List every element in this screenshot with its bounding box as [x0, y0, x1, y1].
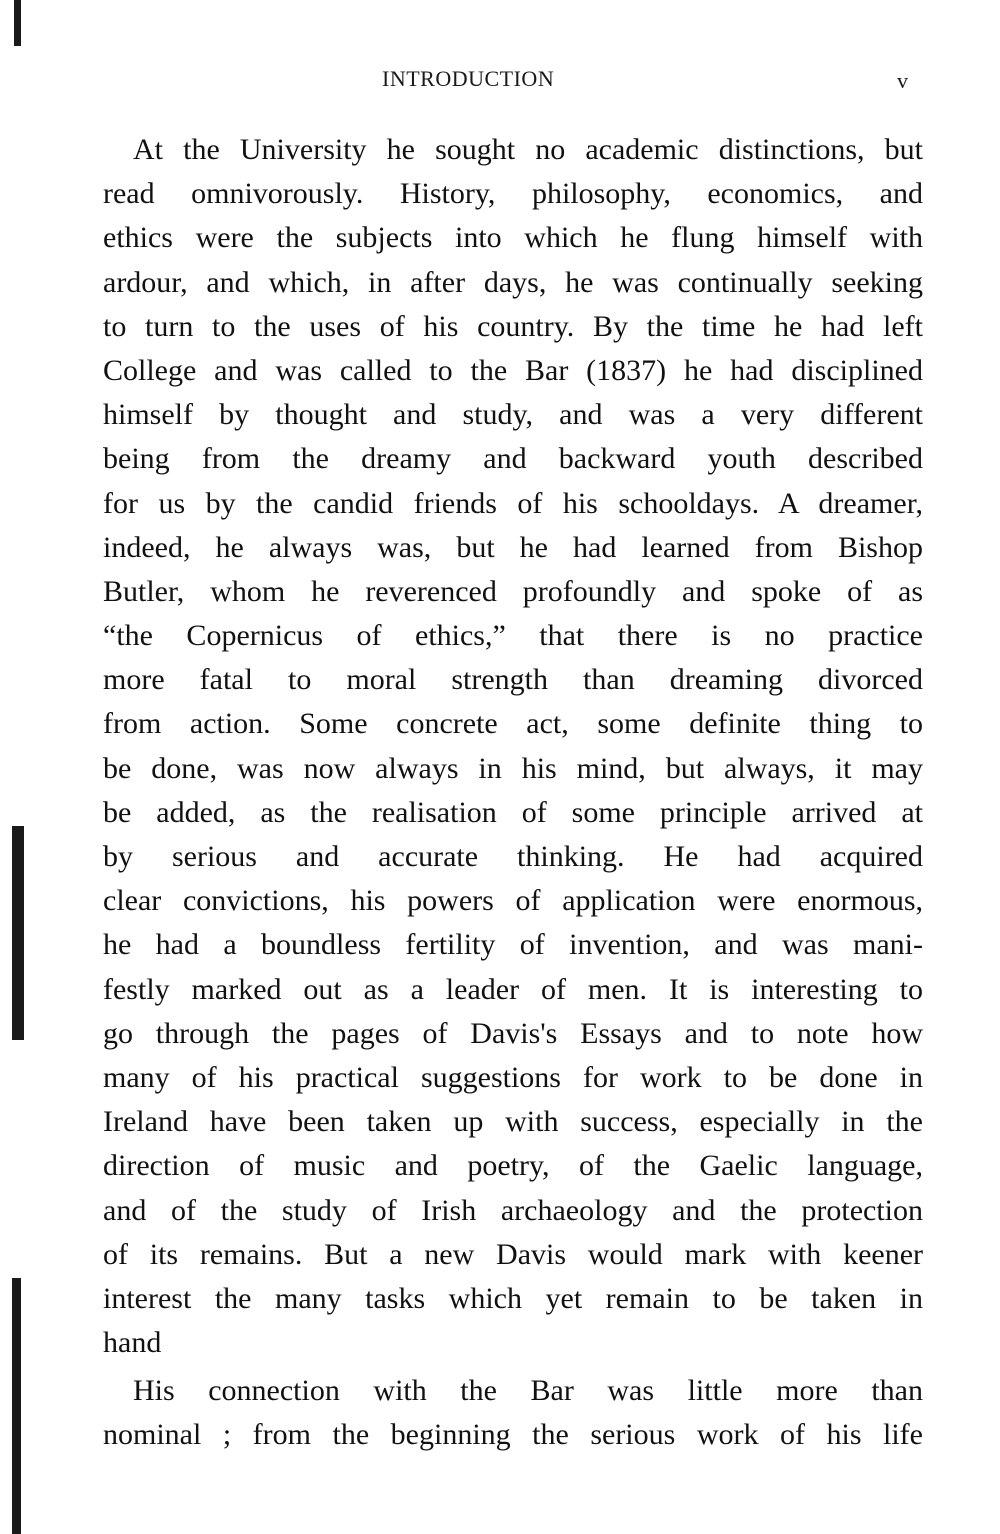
paragraph-1-line: direction of music and poetry, of the Gaelic language,: [103, 1149, 923, 1183]
paragraph-1-line: festly marked out as a leader of men. It is interesting to: [103, 972, 923, 1006]
paragraph-1-line: hand: [103, 1326, 162, 1360]
paragraph-1-line: clear convictions, his powers of application were enormous,: [103, 884, 923, 918]
paragraph-2-line: nominal ; from the beginning the serious work of his life: [103, 1418, 923, 1452]
paragraph-1-line: “the Copernicus of ethics,” that there is no practice: [103, 619, 923, 653]
paragraph-1-line: many of his practical suggestions for work to be done in: [103, 1060, 923, 1094]
body-text: [103, 128, 923, 1458]
paragraph-1-line: ardour, and which, in after days, he was continually seeking: [103, 265, 923, 299]
paragraph-1-line: Butler, whom he reverenced profoundly and spoke of as: [103, 574, 923, 608]
paragraph-1-line: for us by the candid friends of his schooldays. A dreamer,: [103, 486, 923, 520]
scan-artifact-middle: [12, 826, 24, 1040]
paragraph-1-line: read omnivorously. History, philosophy, economics, and: [103, 177, 923, 211]
paragraph-1-line: himself by thought and study, and was a very different: [103, 398, 923, 432]
paragraph-1-line: be added, as the realisation of some principle arrived at: [103, 795, 923, 829]
paragraph-2-line: His connection with the Bar was little more than: [133, 1374, 923, 1408]
paragraph-1-line: more fatal to moral strength than dreaming divorced: [103, 663, 923, 697]
paragraph-1-line: College and was called to the Bar (1837) he had disciplined: [103, 353, 923, 387]
paragraph-1-line: go through the pages of Davis's Essays and to note how: [103, 1016, 923, 1050]
paragraph-1-line: to turn to the uses of his country. By the time he had left: [103, 309, 923, 343]
paragraph-1-line: ethics were the subjects into which he flung himself with: [103, 221, 923, 255]
scan-artifact-bottom: [12, 1278, 21, 1534]
paragraph-1-line: and of the study of Irish archaeology and the protection: [103, 1193, 923, 1227]
paragraph-1-line: of its remains. But a new Davis would mark with keener: [103, 1237, 923, 1271]
paragraph-1-line: he had a boundless fertility of invention, and was mani-: [103, 928, 923, 962]
paragraph-1-line: At the University he sought no academic distinctions, but: [133, 133, 923, 166]
paragraph-1-line: by serious and accurate thinking. He had acquired: [103, 840, 923, 873]
paragraph-1-line: being from the dreamy and backward youth described: [103, 442, 923, 476]
paragraph-1-line: from action. Some concrete act, some definite thing to: [103, 707, 923, 741]
paragraph-1-line: interest the many tasks which yet remain to be taken in: [103, 1281, 923, 1315]
paragraph-1-line: indeed, he always was, but he had learned from Bishop: [103, 530, 923, 564]
running-title: INTRODUCTION: [382, 66, 555, 91]
paragraph-1-line: Ireland have been taken up with success, especially in the: [103, 1105, 923, 1139]
page-number: v: [897, 68, 908, 93]
running-head: [0, 64, 1000, 98]
scan-artifact-top: [14, 0, 21, 46]
paragraph-1-line: be done, was now always in his mind, but always, it may: [103, 751, 923, 785]
